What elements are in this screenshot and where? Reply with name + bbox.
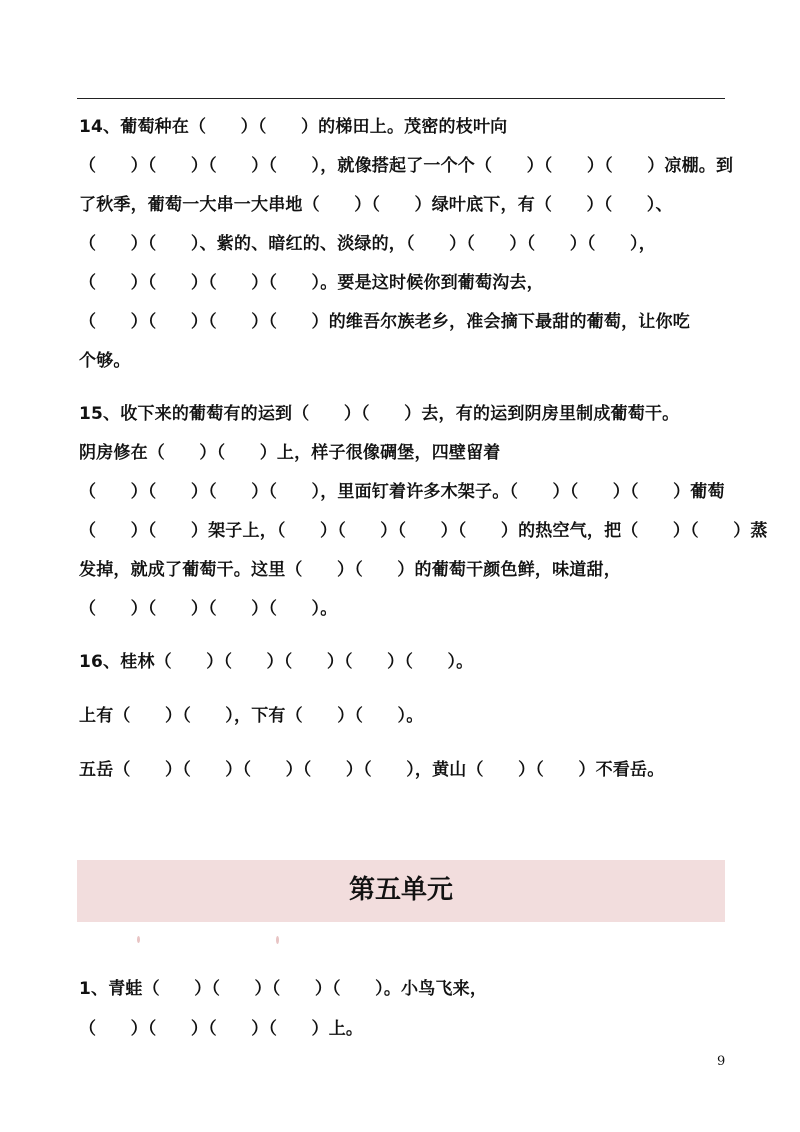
q15-line: （ ）（ ）架子上，（ ）（ ）（ ）（ ）的热空气，把（ ）（ ）蒸 — [79, 521, 768, 541]
q16-line: 五岳（ ）（ ）（ ）（ ）（ ），黄山（ ）（ ）不看岳。 — [79, 760, 665, 780]
page-number: 9 — [717, 1054, 726, 1069]
unit-header-band — [77, 860, 725, 922]
q15-line: （ ）（ ）（ ）（ ）。 — [79, 599, 338, 619]
q15-line: 15、收下来的葡萄有的运到（ ）（ ）去，有的运到阴房里制成葡萄干。 — [79, 404, 680, 424]
unit5-q1-line: 1、青蛙（ ）（ ）（ ）（ ）。小鸟飞来， — [79, 979, 488, 999]
q15-line: 发掉，就成了葡萄干。这里（ ）（ ）的葡萄干颜色鲜，味道甜， — [79, 560, 621, 580]
q14-line: 个够。 — [79, 351, 131, 371]
q15-line: （ ）（ ）（ ）（ ），里面钉着许多木架子。（ ）（ ）（ ）葡萄 — [79, 482, 725, 502]
q14-line: （ ）（ ）（ ）（ ），就像搭起了一个个（ ）（ ）（ ）凉棚。到 — [79, 156, 734, 176]
q14-line: （ ）（ ）（ ）（ ）的维吾尔族老乡，准会摘下最甜的葡萄，让你吃 — [79, 312, 690, 332]
scan-speck — [276, 936, 279, 944]
q16-line: 16、桂林（ ）（ ）（ ）（ ）（ ）。 — [79, 652, 474, 672]
scan-speck — [137, 936, 140, 943]
q15-line: 阴房修在（ ）（ ）上，样子很像碉堡，四壁留着 — [79, 443, 501, 463]
q14-line: （ ）（ ）（ ）（ ）。要是这时候你到葡萄沟去， — [79, 273, 544, 293]
q14-line: 14、葡萄种在（ ）（ ）的梯田上。茂密的枝叶向 — [79, 117, 508, 137]
q14-line: 了秋季，葡萄一大串一大串地（ ）（ ）绿叶底下，有（ ）（ ）、 — [79, 195, 673, 215]
unit5-q1-line: （ ）（ ）（ ）（ ）上。 — [79, 1019, 364, 1039]
top-rule — [77, 98, 725, 99]
q16-line: 上有（ ）（ ），下有（ ）（ ）。 — [79, 706, 424, 726]
q14-line: （ ）（ ）、紫的、暗红的、淡绿的，（ ）（ ）（ ）（ ）， — [79, 234, 656, 254]
unit-title: 第五单元 — [348, 875, 453, 905]
